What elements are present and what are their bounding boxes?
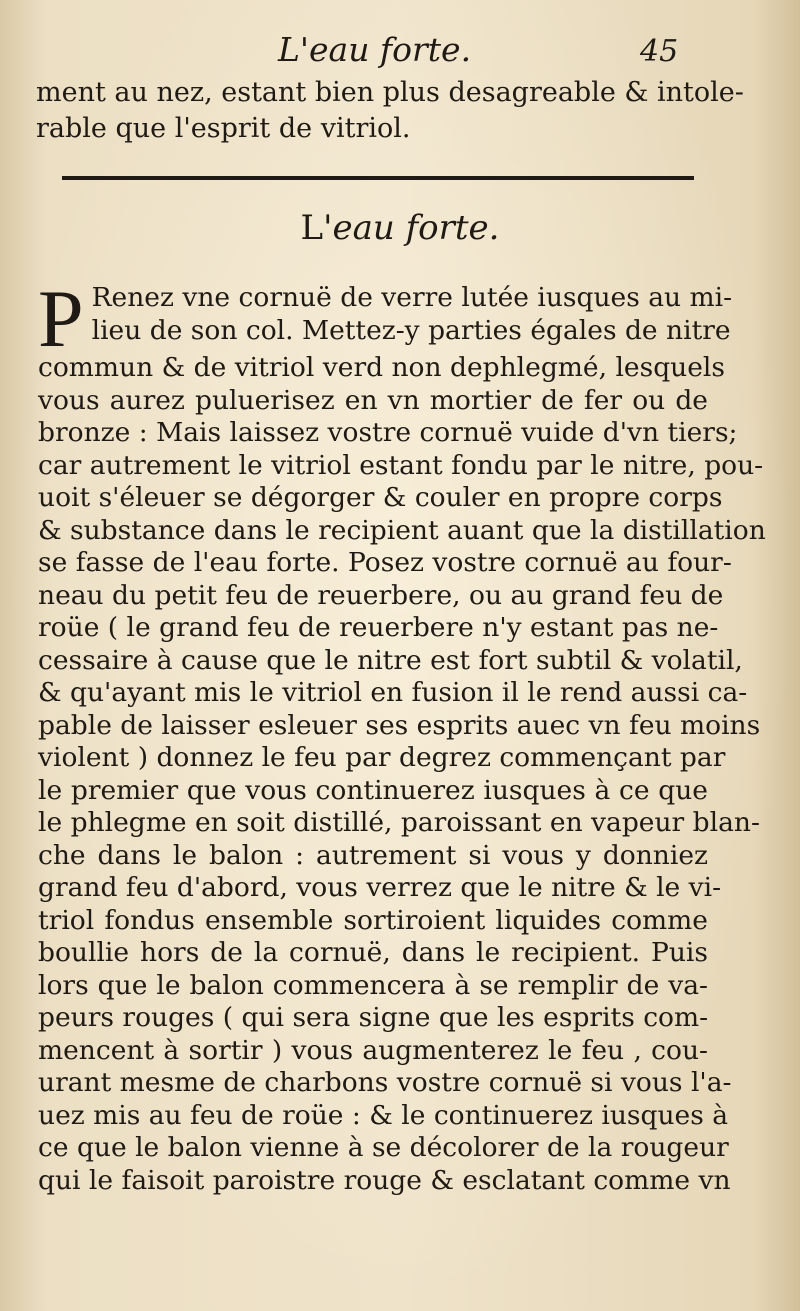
text-line: urant mesme de charbons vostre cornuë si vous l'a- [38, 1067, 732, 1098]
previous-section-text [36, 75, 744, 147]
text-line: neau du petit feu de reuerbere, ou au grand feu de [38, 579, 724, 611]
text-line: grand feu d'abord, vous verrez que le nitre & le vi- [38, 872, 722, 903]
section-title-prefix: L' [300, 208, 333, 248]
text-line: le phlegme en soit distillé, paroissant en vapeur blan- [38, 807, 760, 838]
text-line: se fasse de l'eau forte. Posez vostre cornuë au four- [38, 547, 732, 578]
text-line: cessaire à cause que le nitre est fort subtil & volatil, [38, 644, 743, 676]
text-line: pable de laisser esleuer ses esprits auec vn feu moins [38, 709, 761, 741]
text-line: uoit s'éleuer se dégorger & couler en propre corps [38, 482, 723, 513]
text-line: le premier que vous continuerez iusques à ce que [38, 774, 708, 806]
text-line: vous aurez puluerisez en vn mortier de fer ou de [38, 384, 708, 416]
text-line: & substance dans le recipient auant que la distillation [38, 514, 766, 546]
text-line: violent ) donnez le feu par degrez commençant par [38, 742, 726, 773]
text-line: commun & de vitriol verd non dephlegmé, lesquels [38, 352, 726, 383]
text-line: lieu de son col. Mettez-y parties égales de nitre [91, 314, 731, 346]
text-line: che dans le balon : autrement si vous y donniez [38, 839, 708, 871]
text-line: bronze : Mais laissez vostre cornuë vuide d'vn tiers; [38, 417, 738, 448]
text-line: lors que le balon commencera à se remplir de va- [38, 969, 708, 1001]
text-line: triol fondus ensemble sortiroient liquides comme [38, 904, 708, 936]
running-title: L'eau forte. [278, 30, 472, 69]
text-line: roüe ( le grand feu de reuerbere n'y estant pas ne- [38, 612, 719, 643]
text-line: ce que le balon vienne à se décolorer de la rougeur [38, 1132, 729, 1163]
text-line: & qu'ayant mis le vitriol en fusion il le rend aussi ca- [38, 677, 748, 708]
text-line: uez mis au feu de roüe : & le continuerez iusques à [38, 1099, 729, 1131]
section-title [0, 208, 800, 248]
section-divider [62, 176, 694, 180]
text-line: mencent à sortir ) vous augmenterez le feu , cou- [38, 1034, 708, 1066]
text-line: car autrement le vitriol estant fondu par le nitre, pou- [38, 449, 764, 481]
text-line: peurs rouges ( qui sera signe que les esprits com- [38, 1002, 709, 1033]
body-text [38, 273, 766, 1197]
section-title-italic: eau forte. [332, 208, 500, 248]
page-number: 45 [640, 34, 679, 69]
text-line: boullie hors de la cornuë, dans le recipient. Puis [38, 937, 708, 968]
text-line: rable que l'esprit de vitriol. [36, 113, 411, 144]
text-line: ment au nez, estant bien plus desagreable & intole- [36, 77, 744, 108]
text-line: Renez vne cornuë de verre lutée iusques au mi- [91, 282, 733, 313]
text-line: qui le faisoit paroistre rouge & esclatant comme vn [38, 1164, 731, 1196]
page-header [0, 30, 800, 80]
drop-cap: P [38, 273, 84, 364]
